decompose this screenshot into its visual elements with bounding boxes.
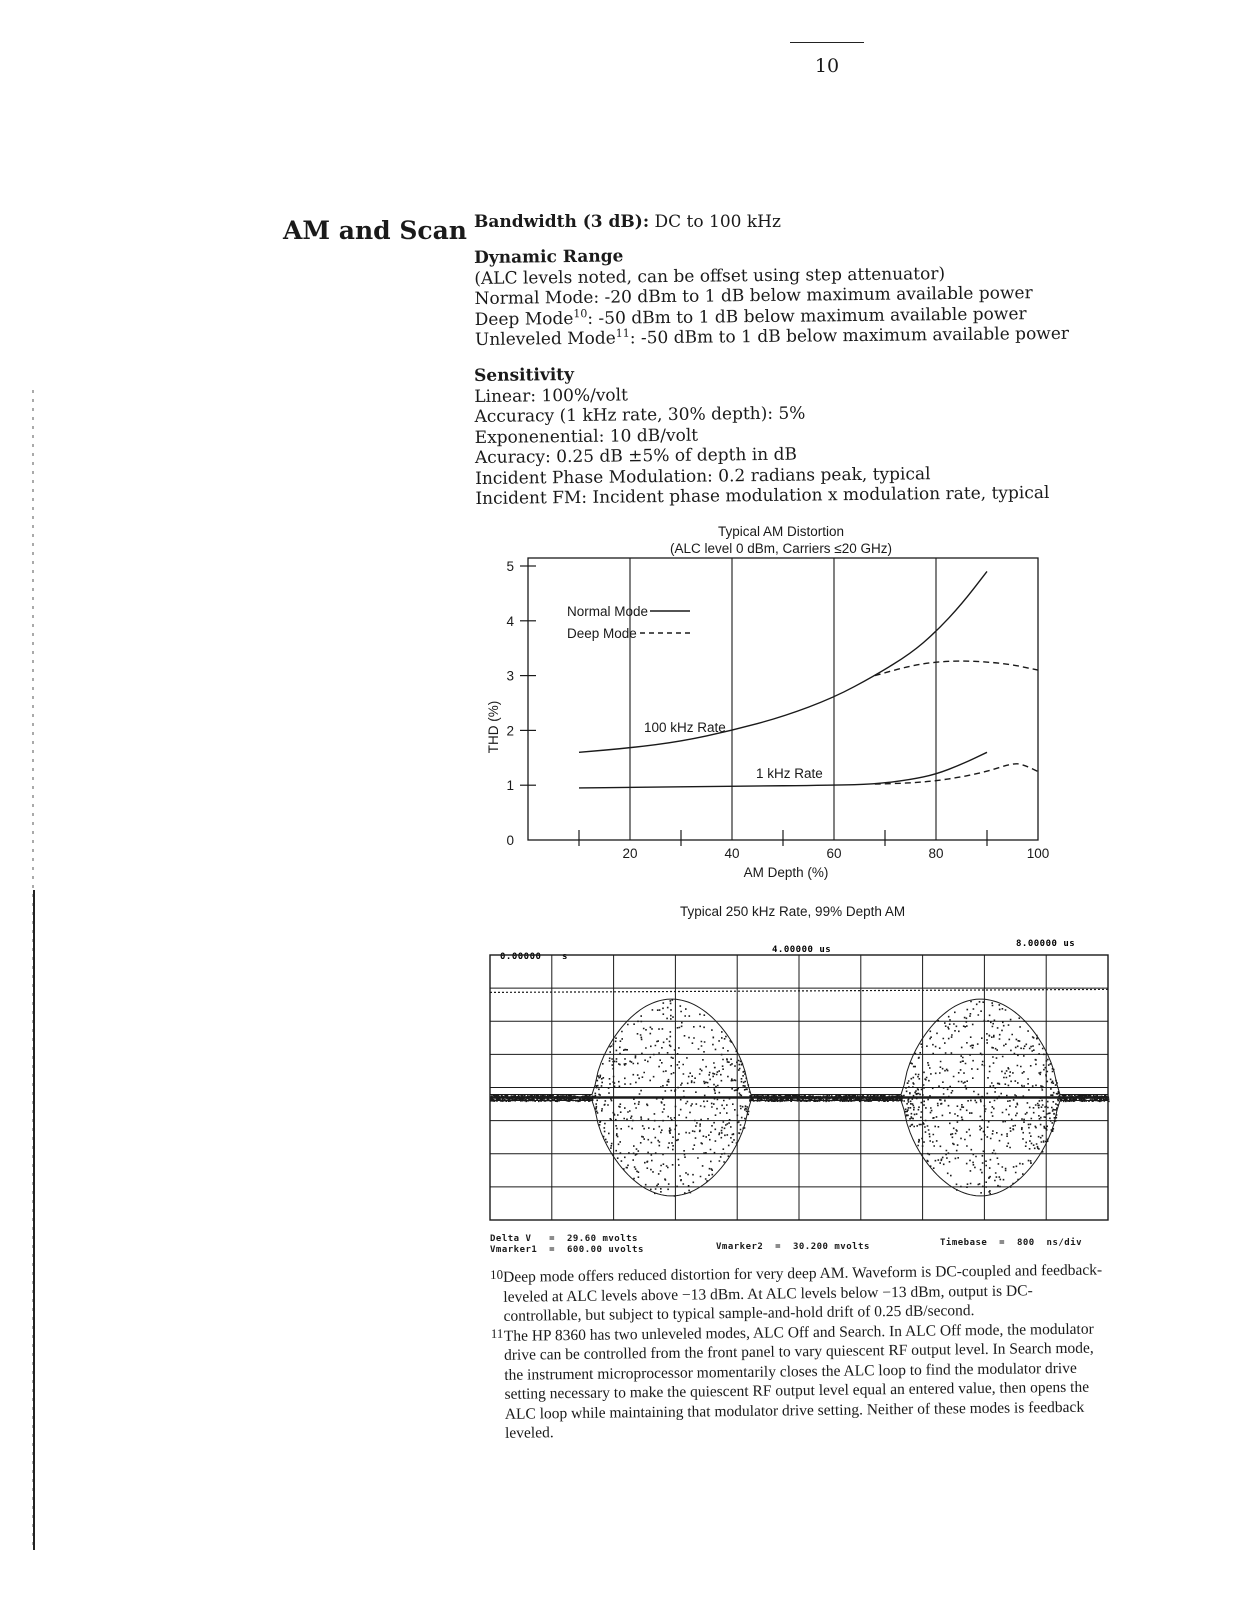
dynamic-range-block [474,242,1069,351]
footnote-text: The HP 8360 has two unleveled modes, ALC Off and Search. In ALC Off mode, the modulator drive can be controlled from the front panel to vary quiescent RF output level. In Search mode, the instrument microprocessor momentarily closes the ALC loop to find the modulator drive setting necessary to make the quiescent RF output level equal an entered value, then opens the ALC loop while maintaining that modulator drive setting. Neither of these modes is feedback leveled. [503,1320,1094,1442]
series-line [875,661,1038,676]
readout-vmarker2: Vmarker2 = 30.200 mvolts [716,1242,870,1252]
readout-delta-v: Delta V = 29.60 mvolts [490,1234,638,1244]
readout-vmarker1: Vmarker1 = 600.00 uvolts [490,1245,644,1255]
page-number-rule [790,42,864,43]
scope-time-left: 0.00000 [500,952,542,962]
chart-title: Typical AM Distortion [717,524,845,539]
legend-deep-label: Deep Mode [567,626,637,641]
footnote-ref-10: 10 [573,306,588,320]
footnotes [490,1260,1112,1443]
footnote-number: 10 [489,1266,504,1282]
scope-graticule [490,955,1108,1220]
bandwidth-label: Bandwidth (3 dB): [474,212,650,232]
deep-mode-range: Deep Mode$^{10}$: -50 dBm to 1 dB below maximum available power [474,303,1027,330]
chart-ylabel: THD (%) [486,700,501,754]
bandwidth-value: DC to 100 kHz [649,212,781,232]
y-tick-label: 4 [506,613,514,629]
sensitivity-line: Accuracy (1 kHz rate, 30% depth): 5% [474,403,806,427]
footnote-ref-11: 11 [615,326,630,340]
scan-edge-artifact [28,390,38,1550]
footnote-number: 11 [490,1325,504,1341]
annotation-1khz: 1 kHz Rate [756,766,823,781]
y-tick-label: 2 [506,723,514,739]
plot-frame [528,558,1038,840]
y-tick-label: 5 [506,559,514,574]
sensitivity-line: Incident FM: Incident phase modulation x modulation rate, typical [475,482,1050,509]
chart-subtitle: (ALC level 0 dBm, Carriers ≤20 GHz) [670,541,892,556]
dynamic-range-note: (ALC levels noted, can be offset using step attenuator) [474,263,946,289]
sensitivity-block [474,360,1049,510]
x-tick-label: 80 [928,846,944,861]
am-distortion-chart [478,520,1058,890]
am-scope-display [486,935,1116,1235]
sensitivity-line: Acuracy: 0.25 dB ±5% of depth in dB [474,444,798,468]
y-tick-label: 3 [506,668,514,684]
scope-time-center: 4.00000 us [772,945,832,955]
x-tick-label: 20 [622,846,638,861]
section-title: AM and Scan [283,216,467,245]
scope-readout [490,1234,1120,1258]
footnote-10 [490,1260,1111,1326]
chart-xlabel: AM Depth (%) [743,865,829,880]
legend-normal-label: Normal Mode [567,604,649,619]
readout-timebase: Timebase = 800 ns/div [940,1238,1083,1248]
series-line [579,571,987,752]
footnote-11 [491,1319,1112,1444]
dynamic-range-heading: Dynamic Range [474,246,624,268]
x-tick-label: 60 [826,846,842,861]
unleveled-mode-range: Unleveled Mode$^{11}$: -50 dBm to 1 dB below maximum available power [474,323,1070,350]
footnote-text: Deep mode offers reduced distortion for very deep AM. Waveform is DC-coupled and feedback-leveled at ALC levels above −13 dBm. At ALC levels below −13 dBm, output is DC-controllable, but subject to typical sample-and-hold drift of 0.25 dB/second. [503,1261,1103,1325]
sensitivity-heading: Sensitivity [474,364,575,386]
y-tick-label: 1 [506,778,514,794]
sensitivity-line: Linear: 100%/volt [474,384,628,407]
scope-title: Typical 250 kHz Rate, 99% Depth AM [680,904,906,919]
x-tick-label: 100 [1026,846,1050,861]
annotation-100khz: 100 kHz Rate [644,720,726,735]
sensitivity-line: Exponenential: 10 dB/volt [474,425,699,448]
x-tick-label: 40 [724,846,740,861]
scope-time-right: 8.00000 us [1016,939,1076,949]
sensitivity-line: Incident Phase Modulation: 0.2 radians peak, typical [475,463,931,489]
y-tick-label: 0 [506,833,514,848]
page-number: 10 [814,55,840,77]
bandwidth-spec [474,212,781,233]
normal-mode-range: Normal Mode: -20 dBm to 1 dB below maximum available power [474,283,1033,309]
scope-time-left-mark: s [562,952,568,962]
scope-trace [490,999,1110,1197]
